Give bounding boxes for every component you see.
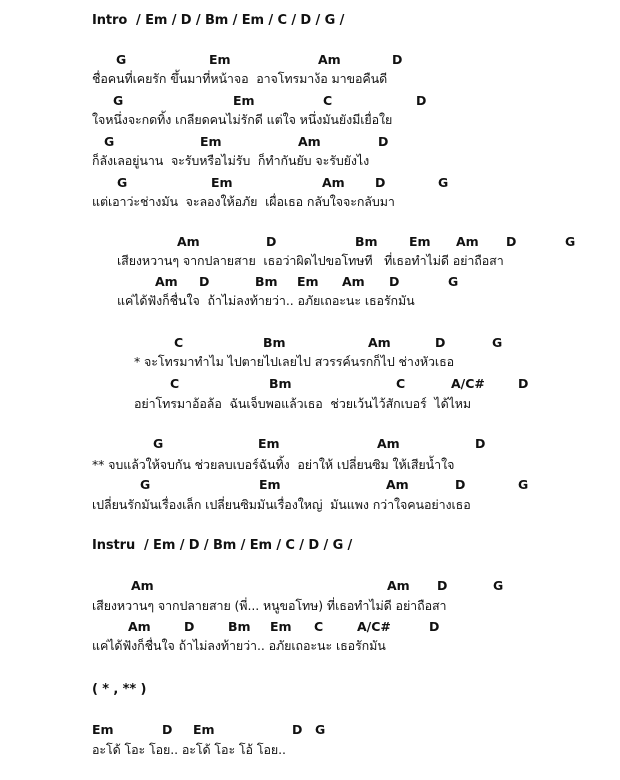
chord: G	[113, 93, 124, 108]
lyric-line: ชื่อคนที่เคยรัก ขึ้นมาที่หน้าจอ อาจโทรมาง้อ มาขอคืนดี	[92, 71, 388, 86]
chord: Am	[322, 175, 345, 190]
chord: Em	[92, 722, 114, 737]
lyric-line: แค่ได้ฟังก็ชื่นใจ ถ้าไม่ลงท้ายว่า.. อภัยเถอะนะ เธอรักมัน	[92, 638, 386, 653]
chord: Bm	[263, 335, 286, 350]
chord: Em	[200, 134, 222, 149]
instru-line: Instru / Em / D / Bm / Em / C / D / G /	[92, 538, 353, 553]
chord: D	[375, 175, 386, 190]
chord: G	[116, 52, 127, 67]
chord: C	[396, 376, 406, 391]
chord: D	[437, 578, 448, 593]
chord: Am	[131, 578, 154, 593]
chord: G	[315, 722, 326, 737]
chord: Bm	[269, 376, 292, 391]
chord: D	[455, 477, 466, 492]
chord: D	[475, 436, 486, 451]
chord: D	[292, 722, 303, 737]
lyric-line: เปลี่ยนรักมันเรื่องเล็ก เปลี่ยนซิมมันเรื่องใหญ่ มันแพง กว่าใจคนอย่างเธอ	[92, 497, 471, 512]
chord: Am	[386, 477, 409, 492]
chord: A/C#	[357, 619, 391, 634]
chord: Am	[368, 335, 391, 350]
chord: Am	[298, 134, 321, 149]
chord: Em	[259, 477, 281, 492]
chord: G	[565, 234, 576, 249]
chord: D	[184, 619, 195, 634]
chord: A/C#	[451, 376, 485, 391]
chord: C	[323, 93, 333, 108]
lyric-line: เสียงหวานๆ จากปลายสาย เธอว่าผิดไปขอโทษที ที่เธอทำไม่ดี อย่าถือสา	[117, 253, 504, 268]
chord: D	[416, 93, 427, 108]
chord: Bm	[355, 234, 378, 249]
chord: D	[429, 619, 440, 634]
chord: G	[518, 477, 529, 492]
chord: D	[435, 335, 446, 350]
chord: G	[438, 175, 449, 190]
chord: C	[174, 335, 184, 350]
chord: Am	[342, 274, 365, 289]
chord: D	[378, 134, 389, 149]
chord: D	[162, 722, 173, 737]
lyric-line: เสียงหวานๆ จากปลายสาย (พี่... หนูขอโทษ) ที่เธอทำไม่ดี อย่าถือสา	[92, 598, 447, 613]
intro-line: Intro / Em / D / Bm / Em / C / D / G /	[92, 13, 345, 28]
chord: D	[389, 274, 400, 289]
lyric-line: อย่าโทรมาอ้อล้อ ฉันเจ็บพอแล้วเธอ ช่วยเว้นไว้สักเบอร์ ได้ไหม	[134, 396, 472, 411]
chord: Am	[318, 52, 341, 67]
chord: Em	[297, 274, 319, 289]
chord: Am	[128, 619, 151, 634]
chord: Bm	[255, 274, 278, 289]
chord: Em	[209, 52, 231, 67]
chord: Am	[456, 234, 479, 249]
chord: Em	[193, 722, 215, 737]
lyric-line: ** จบแล้วให้จบกัน ช่วยลบเบอร์ฉันทิ้ง อย่าให้ เปลี่ยนซิม ให้เสียน้ำใจ	[92, 457, 455, 472]
lyric-line: ใจหนึ่งจะกดทิ้ง เกลียดคนไม่รักดี แต่ใจ หนึ่งมันยังมีเยื่อใย	[92, 112, 393, 127]
chord: D	[266, 234, 277, 249]
chord: G	[448, 274, 459, 289]
chord: Em	[258, 436, 280, 451]
chord: Em	[233, 93, 255, 108]
repeat-marker: ( * , ** )	[92, 682, 147, 697]
chord: Am	[155, 274, 178, 289]
lyric-line: * จะโทรมาทำไม ไปตายไปเลยไป สวรรค์นรกก็ไป ช่างหัวเธอ	[134, 354, 455, 369]
chord: G	[104, 134, 115, 149]
chord: G	[492, 335, 503, 350]
lyric-line: แต่เอาว่ะช่างมัน จะลองให้อภัย เผื่อเธอ กลับใจจะกลับมา	[92, 194, 395, 209]
lyric-line: แค่ได้ฟังก็ชื่นใจ ถ้าไม่ลงท้ายว่า.. อภัยเถอะนะ เธอรักมัน	[117, 293, 415, 308]
chord: D	[518, 376, 529, 391]
chord: Am	[377, 436, 400, 451]
chord: G	[140, 477, 151, 492]
chord: Em	[409, 234, 431, 249]
chord: Am	[387, 578, 410, 593]
chord: D	[506, 234, 517, 249]
chord: Am	[177, 234, 200, 249]
chord: Em	[270, 619, 292, 634]
chord: Em	[211, 175, 233, 190]
lyric-line: อะโด้ โอะ โอย.. อะโด้ โอะ โอ้ โอย..	[92, 742, 286, 757]
chord: G	[153, 436, 164, 451]
chord: Bm	[228, 619, 251, 634]
chord: C	[170, 376, 180, 391]
lyric-line: ก็ลังเลอยู่นาน จะรับหรือไม่รับ ก็ทำกันยับ จะรับยังไง	[92, 153, 370, 168]
chord: D	[199, 274, 210, 289]
chord: G	[117, 175, 128, 190]
chord: G	[493, 578, 504, 593]
chord: D	[392, 52, 403, 67]
chord: C	[314, 619, 324, 634]
